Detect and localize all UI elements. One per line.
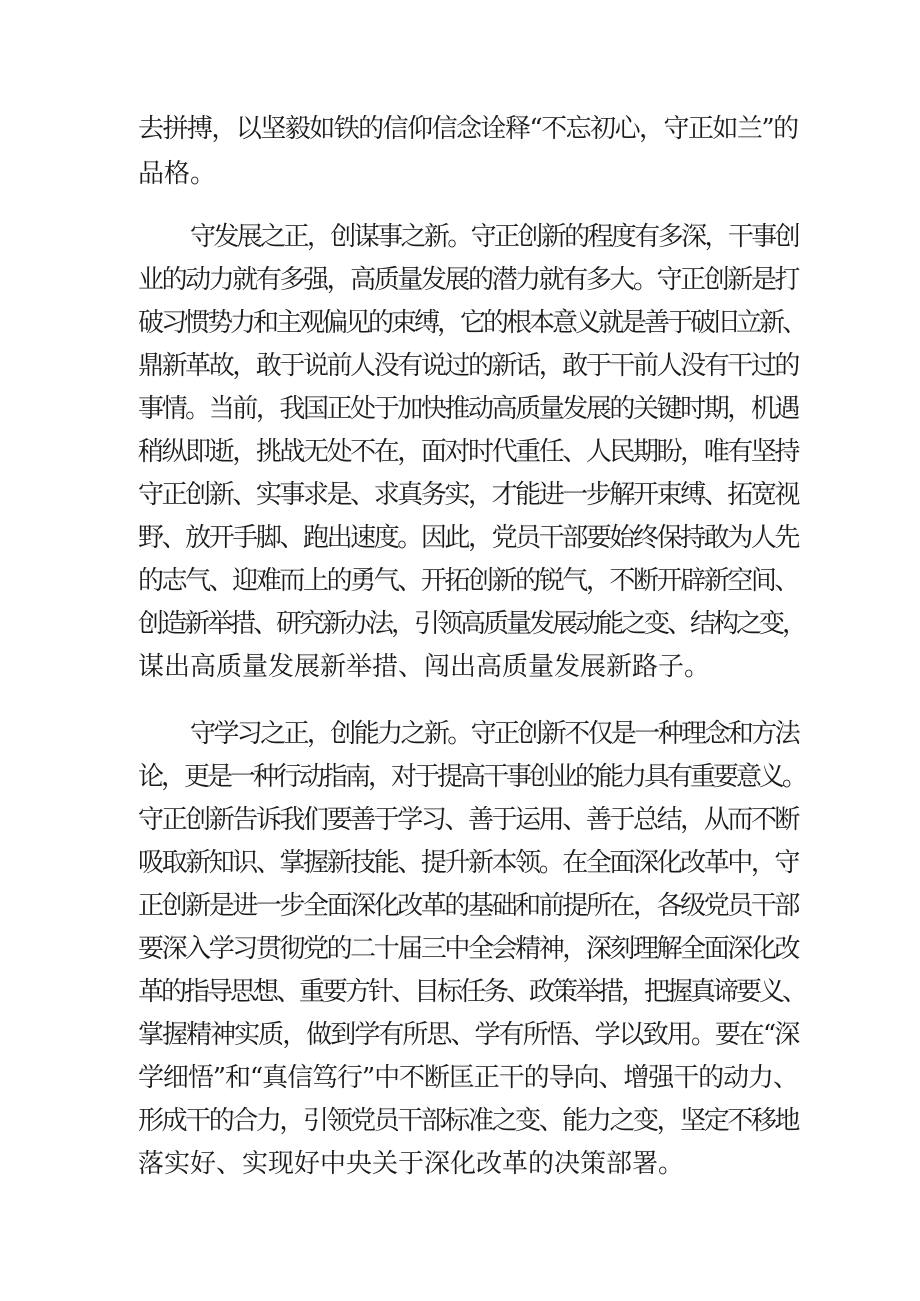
paragraph-2-line-8: 野、放开手脚、跑出速度。因此，党员干部要始终保持敢为人先 [138, 523, 799, 553]
paragraph-3-line-11: 落实好、实现好中央关于深化改革的决策部署。 [138, 1149, 685, 1179]
paragraph-3-line-10: 形成干的合力，引领党员干部标准之变、能力之变，坚定不移地 [138, 1106, 799, 1136]
paragraph-2-line-9: 的志气、迎难而上的勇气、开拓创新的锐气，不断开辟新空间、 [138, 566, 799, 596]
paragraph-3-line-1: 守学习之正，创能力之新。守正创新不仅是一种理念和方法 [190, 719, 799, 749]
paragraph-1-line-2: 品格。 [138, 159, 217, 189]
paragraph-2-line-5: 事情。当前，我国正处于加快推动高质量发展的关键时期，机遇 [138, 394, 799, 424]
paragraph-2-line-7: 守正创新、实事求是、求真务实，才能进一步解开束缚、拓宽视 [138, 480, 799, 510]
paragraph-3-line-2: 论，更是一种行动指南，对于提高干事创业的能力具有重要意义。 [138, 762, 806, 792]
paragraph-3-line-3: 守正创新告诉我们要善于学习、善于运用、善于总结，从而不断 [138, 805, 799, 835]
paragraph-2-line-11: 谋出高质量发展新举措、闯出高质量发展新路子。 [138, 652, 711, 682]
paragraph-3-line-5: 正创新是进一步全面深化改革的基础和前提所在，各级党员干部 [138, 891, 799, 921]
paragraph-3-line-7: 革的指导思想、重要方针、目标任务、政策举措，把握真谛要义、 [138, 977, 806, 1007]
paragraph-2-line-10: 创造新举措、研究新办法，引领高质量发展动能之变、结构之变， [138, 609, 806, 639]
paragraph-2-line-2: 业的动力就有多强，高质量发展的潜力就有多大。守正创新是打 [138, 265, 799, 295]
paragraph-2-line-4: 鼎新革故，敢于说前人没有说过的新话，敢于干前人没有干过的 [138, 351, 799, 381]
paragraph-1-line-1: 去拼搏，以坚毅如铁的信仰信念诠释“不忘初心，守正如兰”的 [138, 114, 798, 144]
paragraph-2-line-3: 破习惯势力和主观偏见的束缚，它的根本意义就是善于破旧立新、 [138, 308, 806, 338]
paragraph-2-line-1: 守发展之正，创谋事之新。守正创新的程度有多深，干事创 [190, 222, 799, 252]
paragraph-2-line-6: 稍纵即逝，挑战无处不在，面对时代重任、人民期盼，唯有坚持 [138, 437, 799, 467]
paragraph-3-line-8: 掌握精神实质，做到学有所思、学有所悟、学以致用。要在“深 [138, 1020, 799, 1050]
paragraph-3-line-4: 吸取新知识、掌握新技能、提升新本领。在全面深化改革中，守 [138, 848, 799, 878]
paragraph-3-line-6: 要深入学习贯彻党的二十届三中全会精神，深刻理解全面深化改 [138, 934, 799, 964]
paragraph-3-line-9: 学细悟”和“真信笃行”中不断匡正干的导向、增强干的动力、 [138, 1063, 798, 1093]
